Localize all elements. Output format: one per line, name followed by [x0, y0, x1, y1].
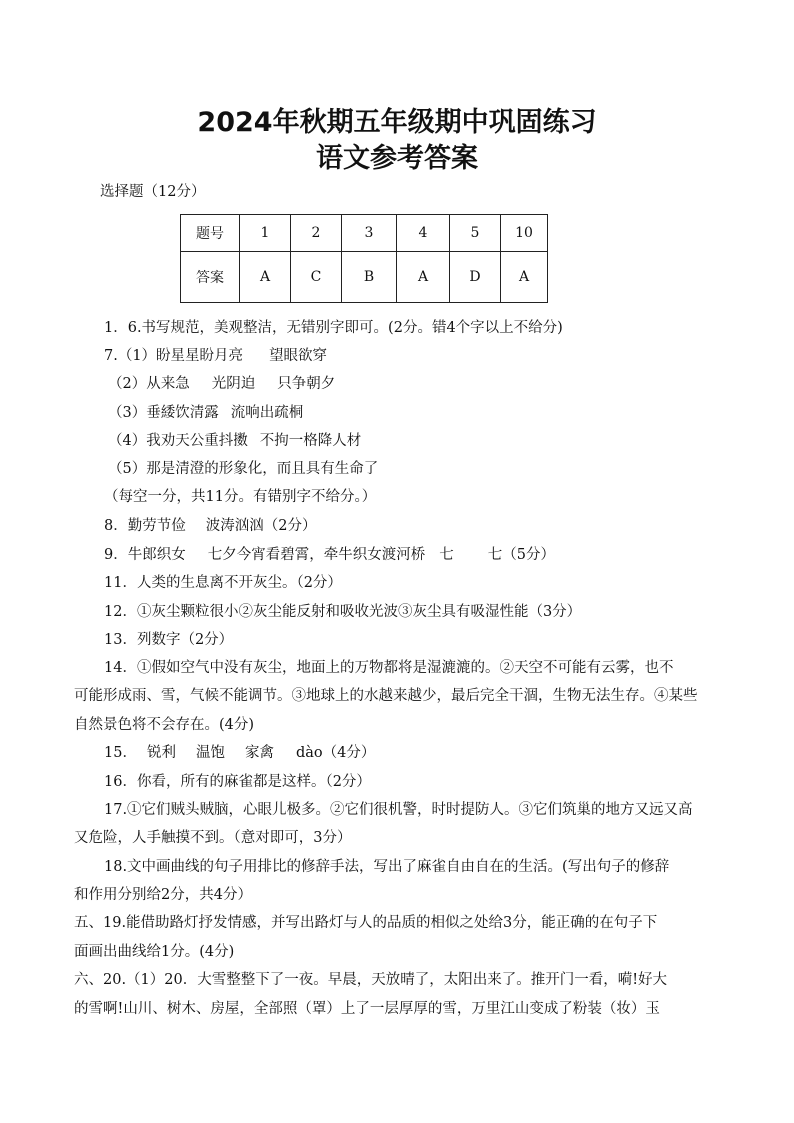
table-cell: 4	[397, 215, 450, 252]
answer-text: 光阴迫	[211, 376, 256, 392]
table-cell: A	[501, 252, 548, 303]
answer-line: 的雪啊!山川、树木、房屋，全部照（罩）上了一层厚厚的雪，万里江山变成了粉装（妆）玉	[74, 1001, 660, 1017]
answer-line	[108, 403, 303, 423]
answer-line: 又危险，人手触摸不到。（意对即可，3分）	[74, 830, 352, 846]
answer-line	[104, 743, 375, 763]
table-cell: C	[291, 252, 342, 303]
answer-line: 面画出曲线给1分。(4分)	[74, 944, 235, 960]
answer-line: 14．①假如空气中没有灰尘，地面上的万物都将是湿漉漉的。②天空不可能有云雾，也不	[104, 660, 674, 676]
answer-line: 13．列数字（2分）	[104, 632, 234, 648]
answer-line: （5）那是清澄的形象化，而且具有生命了	[108, 461, 379, 477]
answer-text: 只争朝夕	[277, 376, 336, 392]
answer-text: dào（4分）	[295, 745, 376, 761]
table-cell: 10	[501, 215, 548, 252]
table-cell: 3	[342, 215, 397, 252]
page-subtitle: 语文参考答案	[316, 143, 478, 174]
answer-line: 自然景色将不会存在。(4分)	[74, 717, 255, 733]
answer-text: （4）我劝天公重抖擞	[108, 433, 248, 449]
answer-line: 和作用分别给2分，共4分）	[74, 887, 252, 903]
answer-text: 8．勤劳节俭	[104, 518, 186, 534]
answer-line: 12．①灰尘颗粒很小②灰尘能反射和吸收光波③灰尘具有吸湿性能（3分）	[104, 604, 582, 620]
answer-line: 可能形成雨、雪，气候不能调节。③地球上的水越来越少，最后完全干涸，生物无法生存。④某些	[74, 688, 698, 704]
table-cell: 答案	[181, 252, 240, 303]
answer-text: 七	[439, 547, 454, 563]
answer-line	[108, 374, 335, 394]
answer-line	[108, 431, 361, 451]
table-cell: A	[397, 252, 450, 303]
answer-text: 家禽	[244, 745, 274, 761]
answer-text: 七（5分）	[487, 547, 555, 563]
answer-table	[180, 214, 548, 303]
table-cell: D	[450, 252, 501, 303]
answer-text: 流响出疏桐	[230, 405, 304, 421]
answer-text: 9．牛郎织女	[104, 547, 186, 563]
answer-text: 七夕今宵看碧霄，牵牛织女渡河桥	[207, 547, 426, 563]
answer-line: 17.①它们贼头贼脑，心眼儿极多。②它们很机警，时时提防人。③它们筑巢的地方又远又高	[104, 802, 693, 818]
answer-text: （2）从来急	[108, 376, 190, 392]
answer-text: 不拘一格降人材	[259, 433, 362, 449]
page-title: 2024年秋期五年级期中巩固练习	[197, 107, 597, 138]
answer-line: 16．你看，所有的麻雀都是这样。（2分）	[104, 774, 371, 790]
answer-text: 望眼欲穿	[269, 348, 328, 364]
answer-text: 15．	[104, 745, 137, 761]
table-cell: 1	[240, 215, 291, 252]
answer-line: 11．人类的生息离不开灰尘。（2分）	[104, 575, 342, 591]
section-choice-label: 选择题（12分）	[100, 184, 206, 200]
answer-line	[104, 516, 316, 536]
table-cell: 题号	[181, 215, 240, 252]
answer-line: 1．6.书写规范，美观整洁，无错别字即可。(2分。错4个字以上不给分)	[104, 320, 563, 336]
table-cell: 5	[450, 215, 501, 252]
answer-line: （每空一分，共11分。有错别字不给分。）	[104, 489, 377, 505]
table-cell: B	[342, 252, 397, 303]
table-row	[181, 215, 548, 252]
answer-text: 温饱	[195, 745, 225, 761]
table-cell: 2	[291, 215, 342, 252]
table-cell: A	[240, 252, 291, 303]
answer-text: （3）垂緌饮清露	[108, 405, 219, 421]
answer-text: 波涛汹汹（2分）	[205, 518, 317, 534]
answer-text: 锐利	[146, 745, 176, 761]
answer-text: 7.（1）盼星星盼月亮	[104, 348, 244, 364]
answer-line: 五、19.能借助路灯抒发情感，并写出路灯与人的品质的相似之处给3分，能正确的在句子下	[74, 915, 658, 931]
answer-line: 18.文中画曲线的句子用排比的修辞手法，写出了麻雀自由自在的生活。(写出句子的修辞	[104, 859, 670, 875]
answer-line: 六、20.（1）20．大雪整整下了一夜。早晨，天放晴了，太阳出来了。推开门一看，嗬!好大	[74, 972, 668, 988]
table-row	[181, 252, 548, 303]
answer-line	[104, 346, 327, 366]
answer-line	[104, 545, 555, 565]
